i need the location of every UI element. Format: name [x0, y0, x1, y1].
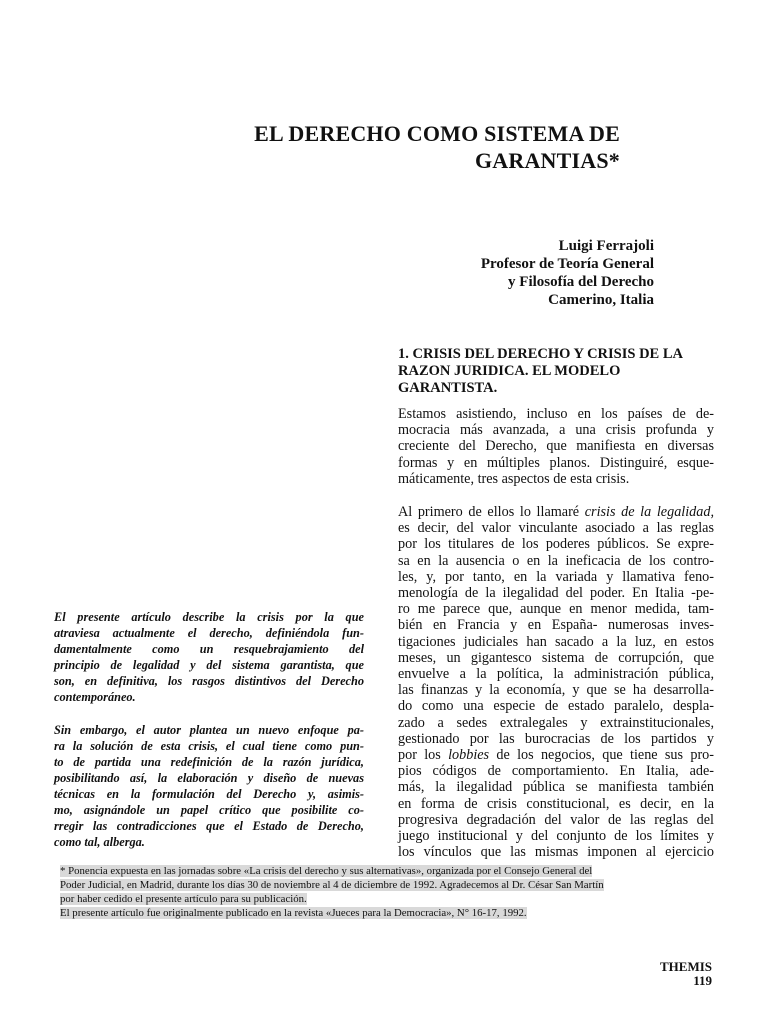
footnote-line-1: [60, 864, 720, 878]
body-paragraph-1: [398, 406, 714, 487]
abstract-paragraph-1: [54, 609, 364, 706]
page-number: 119: [693, 973, 712, 988]
body-line: en forma de crisis constitucional, es decir, en la: [398, 795, 714, 812]
journal-footer: [660, 960, 712, 988]
section-heading-line-1: 1. CRISIS DEL DERECHO Y CRISIS DE LA: [398, 346, 683, 362]
body-line: les, y, por tanto, en la variada y llamativa feno-: [398, 568, 714, 585]
author-name: Luigi Ferrajoli: [558, 238, 654, 254]
footnote-line-4: [60, 906, 720, 920]
abstract-line: Sin embargo, el autor plantea un nuevo enfoque pa-: [54, 722, 364, 737]
abstract-line: posibilitando así, la elaboración y diseño de nuevas: [54, 770, 364, 785]
abstract: [54, 609, 364, 866]
footnote-line-2: [60, 878, 720, 892]
author-block: [334, 237, 654, 309]
footnote-line-3: [60, 892, 720, 906]
body-line: juego institucional y del conjunto de los límites y: [398, 828, 714, 845]
body-line: creciente del Derecho, que manifiesta en diversas: [398, 438, 714, 455]
section-heading-line-2: RAZON JURIDICA. EL MODELO: [398, 363, 621, 379]
body-paragraph-2: [398, 504, 714, 860]
body-line: formas y en múltiples planos. Distinguiré, esque-: [398, 454, 714, 471]
abstract-line: to de partida una redefinición de la razón jurídica,: [54, 754, 364, 769]
body-text-run: de los negocios, que tiene sus pro-: [489, 747, 714, 764]
body-line: [398, 747, 714, 763]
body-line: más, la ilegalidad pública se manifiesta también: [398, 779, 714, 796]
title-line-1: EL DERECHO COMO SISTEMA DE: [254, 121, 620, 146]
body-line: mocracia más avanzada, a una crisis profunda y: [398, 422, 714, 439]
body-line: máticamente, tres aspectos de esta crisis.: [398, 470, 630, 487]
body-line: los vínculos que las mismas imponen al ejercicio: [398, 844, 714, 861]
body-line: [398, 504, 714, 520]
body-line: pios códigos de comportamiento. En Italia, ade-: [398, 763, 714, 780]
footnote: [60, 864, 720, 920]
emphasis-crisis-legalidad: crisis de la legalidad,: [584, 504, 715, 521]
body-line: meses, un gigantesco sistema de corrupción, que: [398, 649, 714, 666]
abstract-line: rregir las contradicciones que el Estado de Derecho,: [54, 819, 364, 834]
article-title: [200, 120, 620, 174]
abstract-line: El presente artículo describe la crisis por la que: [54, 610, 364, 624]
body-line: sa en la ausencia o en la ineficacia de los contro-: [398, 552, 714, 569]
body-line: es decir, del valor vinculante asociado a las reglas: [398, 520, 714, 537]
journal-name: THEMIS: [659, 959, 712, 974]
body-line: zado a sedes extralegales y extrainstitucionales,: [398, 714, 714, 731]
body-line: bién en Francia y en España- numerosas inves-: [398, 617, 714, 634]
body-text-run: por los: [398, 747, 449, 764]
footnote-highlight: El presente artículo fue originalmente publicado en la revista «Jueces para la Democracia», N° 16-17, 1992.: [60, 907, 527, 919]
abstract-line: atraviesa actualmente el derecho, definiéndola fun-: [54, 626, 364, 641]
author-position-2: y Filosofía del Derecho: [508, 274, 654, 290]
body-line: ro me parece que, aunque en menor medida, tam-: [398, 601, 714, 618]
body-line: por los titulares de los poderes públicos. Se expre-: [398, 536, 714, 553]
body-line: las finanzas y la economía, y que se ha desarrolla-: [398, 682, 714, 699]
section-heading-line-3: GARANTISTA.: [398, 380, 498, 396]
abstract-paragraph-2: [54, 722, 364, 851]
author-position-1: Profesor de Teoría General: [480, 256, 654, 272]
abstract-line: contemporáneo.: [54, 690, 136, 705]
body-line: envuelve a la política, la administración pública,: [398, 666, 714, 683]
emphasis-lobbies: lobbies: [448, 747, 490, 764]
body-line: progresiva degradación del valor de las reglas del: [398, 811, 714, 828]
abstract-line: técnicas en la formulación del Derecho y, asimis-: [54, 786, 364, 801]
body-line: menología de la ilegalidad del poder. En Italia -pe-: [398, 585, 714, 602]
author-place: Camerino, Italia: [548, 292, 654, 308]
abstract-line: principio de legalidad y del sistema garantista, que: [54, 658, 364, 673]
abstract-line: ra la solución de esta crisis, el cual tiene como pun-: [54, 738, 364, 753]
footnote-highlight: Poder Judicial, en Madrid, durante los días 30 de noviembre al 4 de diciembre de 1992. Agradecemos al Dr. César San Martín: [60, 879, 604, 891]
abstract-line: son, en definitiva, los rasgos distintivos del Derecho: [54, 674, 364, 689]
body-line: tigaciones judiciales han sacado a la luz, en estos: [398, 633, 714, 650]
body-text: [398, 406, 714, 860]
footnote-highlight: por haber cedido el presente artículo para su publicación.: [60, 893, 307, 905]
abstract-line: damentalmente como un resquebrajamiento del: [54, 642, 364, 657]
title-line-2: GARANTIAS*: [474, 148, 620, 173]
footnote-highlight: * Ponencia expuesta en las jornadas sobre «La crisis del derecho y sus alternativas», organizada por el Consejo General del: [60, 865, 593, 877]
abstract-line: como tal, alberga.: [54, 835, 145, 850]
abstract-line: mo, asignándole un papel crítico que posibilite co-: [54, 803, 364, 818]
section-heading: [398, 346, 728, 397]
body-text-run: Al primero de ellos lo llamaré: [398, 504, 585, 521]
body-line: do como una especie de estado paralelo, despla-: [398, 698, 714, 715]
body-line: Estamos asistiendo, incluso en los países de de-: [398, 406, 714, 422]
body-line: gestionado por las burocracias de los partidos y: [398, 730, 714, 747]
